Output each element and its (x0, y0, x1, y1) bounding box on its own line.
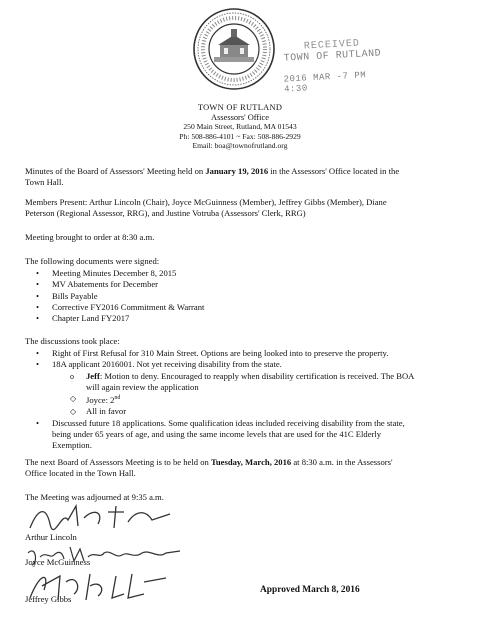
intro-prefix: Minutes of the Board of Assessors' Meeting held on (25, 166, 204, 176)
letterhead-phone: Ph: 508-886-4101 ~ Fax: 508-886-2929 (179, 131, 301, 141)
signature-lincoln-icon (24, 500, 174, 534)
bullet-icon: • (36, 268, 40, 278)
bullet-icon: • (36, 359, 40, 370)
members-paragraph (25, 197, 470, 219)
circle-bullet-icon: o (70, 371, 74, 381)
letterhead-address: 250 Main Street, Rutland, MA 01543 (183, 122, 297, 132)
intro-suffix: in the Assessors' Office located in the (270, 166, 400, 176)
list-item: • Discussed future 18 applications. Some qualification ideas included receiving disability from the state, being under 65 years of age, and using the same income levels that are used for the 41C Elderly Exemption. (36, 417, 405, 451)
letterhead-office: Assessors' Office (211, 112, 269, 122)
received-stamp (282, 37, 385, 94)
diamond-bullet-icon: ◇ (70, 394, 77, 404)
list-item: • Right of First Refusal for 310 Main Street. Options are being looked into to preserve the property. (36, 348, 389, 358)
bullet-icon: • (36, 279, 40, 290)
town-seal-icon (192, 7, 276, 91)
next-meeting-paragraph: The next Board of Assessors Meeting is to be held on Tuesday, March, 2016 at 8:30 a.m. in the Assessors' Office located in the Town Hall. (25, 457, 393, 479)
letterhead-town: TOWN OF RUTLAND (197, 103, 283, 112)
discussion-heading: The discussions took place: (25, 336, 120, 346)
list-item: • 18A applicant 2016001. Not yet receiving disability from the state. o Jeff: Motion to deny. Encouraged to reapply when disability certification is received. The BOA will again review the application ◇ Joyce: 2nd ◇ All in favor (34, 359, 474, 417)
list-item: • MV Abatements for December (36, 279, 159, 290)
signer-name-1: Arthur Lincoln (25, 532, 77, 542)
approved-date: Approved March 8, 2016 (260, 585, 360, 595)
bullet-icon: • (36, 348, 40, 358)
vote-list (52, 371, 474, 418)
members-line1: Members Present: Arthur Lincoln (Chair), Joyce McGuinness (Member), Jeffrey Gibbs (Member), Diane (25, 197, 387, 207)
meeting-order: Meeting brought to order at 8:30 a.m. (25, 232, 155, 242)
stamp-date: 2016 MAR -7 PM 4:30 (283, 70, 367, 95)
adjourned-line: The Meeting was adjourned at 9:35 a.m. (25, 492, 164, 502)
bullet-icon: • (36, 417, 40, 428)
bullet-icon: • (36, 301, 40, 312)
list-item: • Meeting Minutes December 8, 2015 (36, 268, 177, 278)
list-item: • Chapter Land FY2017 (36, 313, 130, 324)
letterhead-email: Email: boa@townofrutland.org (192, 141, 288, 151)
motion-maker: Jeff (86, 370, 100, 381)
list-item: • Bills Payable (36, 290, 98, 301)
stamp-town: TOWN OF RUTLAND (283, 48, 382, 65)
bullet-icon: • (36, 313, 40, 324)
signed-heading: The following documents were signed: (25, 256, 160, 266)
next-meeting-date: Tuesday, March, 2016 (210, 457, 292, 467)
list-item: o Jeff: Motion to deny. Encouraged to reapply when disability certification is received. The BOA will again review the application (70, 370, 415, 392)
diamond-bullet-icon: ◇ (70, 407, 77, 417)
signed-list (34, 268, 474, 324)
discussion-list (34, 348, 474, 452)
intro-line2: Town Hall. (25, 177, 64, 188)
signer-name-2: Joyce McGuinness (25, 557, 91, 567)
intro-date: January 19, 2016 (205, 166, 269, 176)
list-item: ◇ Joyce: 2nd (70, 394, 121, 406)
bullet-icon: • (36, 290, 40, 301)
list-item: ◇ All in favor (70, 406, 127, 417)
stamp-received: RECEIVED (303, 38, 361, 53)
members-line2: Peterson (Regional Assessor, RRG), and Justine Votruba (Assessors' Clerk, RRG) (25, 208, 306, 219)
list-item: • Corrective FY2016 Commitment & Warrant (36, 301, 205, 312)
signer-name-3: Jeffrey Gibbs (25, 594, 72, 604)
letterhead (140, 103, 340, 151)
intro-paragraph (25, 166, 470, 188)
